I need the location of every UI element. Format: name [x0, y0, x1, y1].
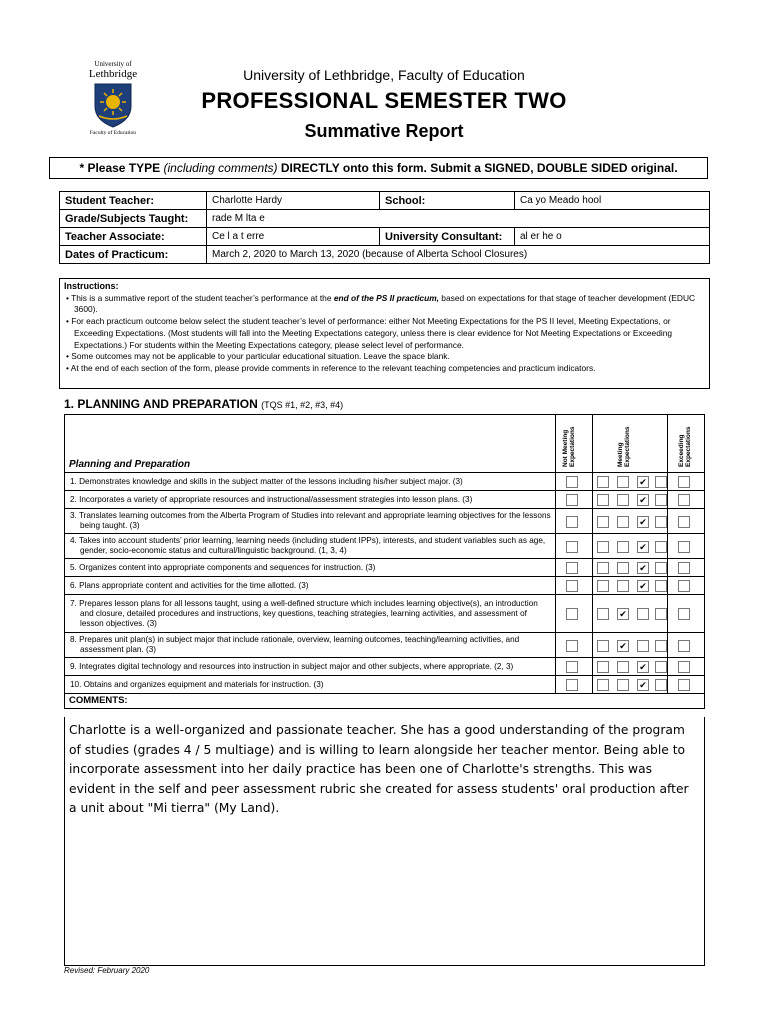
rating-checkbox[interactable] — [597, 661, 609, 673]
rating-checkbox[interactable] — [597, 580, 609, 592]
outcome-text: 6. Plans appropriate content and activities for the time allotted. (3) — [65, 577, 556, 595]
rating-checkbox-checked[interactable]: ✔ — [637, 580, 649, 592]
table-header-label: Planning and Preparation — [65, 415, 556, 473]
instruction-1c: based on expectations for that stage of teacher development (EDUC 3600). — [74, 292, 696, 315]
logo-faculty-text: Faculty of Education — [89, 130, 137, 136]
rating-checkbox[interactable] — [566, 640, 578, 652]
rating-checkbox[interactable] — [678, 661, 690, 673]
rating-checkbox[interactable] — [655, 640, 667, 652]
outcome-row — [65, 595, 705, 633]
rating-checkbox[interactable] — [566, 516, 578, 528]
notice-part3: DIRECTLY onto this form. Submit a SIGNED, DOUBLE SIDED original. — [277, 161, 678, 175]
student-teacher-label: Student Teacher: — [60, 192, 207, 210]
exceeding-cell — [668, 577, 705, 595]
outcome-row — [65, 491, 705, 509]
rating-checkbox-checked[interactable]: ✔ — [637, 679, 649, 691]
instructions-title: Instructions: — [64, 281, 119, 291]
rating-checkbox[interactable] — [597, 640, 609, 652]
rating-checkbox[interactable] — [566, 562, 578, 574]
rating-checkbox[interactable] — [617, 580, 629, 592]
notice-part1: * Please TYPE — [79, 161, 164, 175]
rating-checkbox[interactable] — [597, 494, 609, 506]
rating-checkbox-checked[interactable]: ✔ — [617, 608, 629, 620]
exceeding-cell — [668, 595, 705, 633]
rating-checkbox-checked[interactable]: ✔ — [637, 476, 649, 488]
planning-table — [64, 414, 705, 709]
rating-checkbox[interactable] — [597, 541, 609, 553]
rating-checkbox-checked[interactable]: ✔ — [637, 541, 649, 553]
rating-checkbox[interactable] — [655, 494, 667, 506]
rating-checkbox[interactable] — [678, 562, 690, 574]
meeting-cell — [593, 509, 668, 534]
outcome-text: 4. Takes into account students’ prior learning, learning needs (including student IPPs), interests, and student variables such as age, gender, socio-economic status and cultural/linguistic background. (1, 3, 4) — [65, 534, 556, 559]
rating-checkbox[interactable] — [637, 608, 649, 620]
rating-checkbox-checked[interactable]: ✔ — [637, 494, 649, 506]
meeting-cell — [593, 595, 668, 633]
rating-checkbox[interactable] — [678, 541, 690, 553]
col-not-meeting-2: Expectations — [569, 426, 576, 467]
not-meeting-cell — [556, 509, 593, 534]
exceeding-cell — [668, 676, 705, 694]
outcome-text: 10. Obtains and organizes equipment and materials for instruction. (3) — [65, 676, 556, 694]
col-meeting-1: Meeting — [617, 442, 624, 467]
rating-checkbox[interactable] — [678, 580, 690, 592]
rating-checkbox[interactable] — [597, 516, 609, 528]
rating-checkbox[interactable] — [617, 494, 629, 506]
not-meeting-cell — [556, 473, 593, 491]
rating-checkbox-checked[interactable]: ✔ — [637, 516, 649, 528]
student-info-table — [59, 191, 710, 264]
school-label: School: — [380, 192, 515, 210]
section-tqs: (TQS #1, #2, #3, #4) — [261, 400, 344, 410]
outcome-row — [65, 658, 705, 676]
meeting-cell — [593, 658, 668, 676]
instruction-bullet-4: • At the end of each section of the form, please provide comments in reference to the relevant teaching competencies and practicum indicators. — [66, 362, 596, 373]
instruction-bullet-2: • For each practicum outcome below select the student teacher’s level of performance: either Not Meeting Expectations for the PS II level, Meeting Expectations, or Exceeding Expectations. (Most students will fall into the Meeting Expectations category, unless there is clear evidence for Not Meeting Expectations or Exceeding Expectations.) For students within the Meeting Expectations category, please select level of performance. — [66, 316, 673, 350]
rating-checkbox[interactable] — [617, 516, 629, 528]
rating-checkbox[interactable] — [655, 580, 667, 592]
outcome-row — [65, 577, 705, 595]
outcome-text: 5. Organizes content into appropriate components and sequences for instruction. (3) — [65, 559, 556, 577]
rating-checkbox-checked[interactable]: ✔ — [637, 562, 649, 574]
meeting-cell — [593, 577, 668, 595]
outcome-row — [65, 473, 705, 491]
rating-checkbox[interactable] — [678, 640, 690, 652]
rating-checkbox[interactable] — [637, 640, 649, 652]
logo-name-text: Lethbridge — [88, 68, 138, 80]
rating-checkbox[interactable] — [566, 580, 578, 592]
rating-checkbox[interactable] — [566, 679, 578, 691]
comments-label: COMMENTS: — [65, 694, 705, 709]
not-meeting-cell — [556, 559, 593, 577]
rating-checkbox[interactable] — [617, 541, 629, 553]
col-exceeding-1: Exceeding — [678, 434, 685, 467]
instruction-bullet-1: • This is a summative report of the student teacher’s performance at the end of the PS II practicum, based on expectations for that stage of teacher development (EDUC 3600). — [66, 292, 696, 315]
outcome-row — [65, 559, 705, 577]
col-meeting-header — [593, 415, 668, 473]
instruction-4: At the end of each section of the form, please provide comments in reference to the relevant teaching competencies and practicum indicators. — [70, 362, 596, 373]
rating-checkbox[interactable] — [655, 476, 667, 488]
rating-checkbox[interactable] — [617, 661, 629, 673]
col-exceeding-header — [668, 415, 705, 473]
student-teacher-field[interactable]: Charlotte Hardy — [207, 192, 380, 210]
rating-checkbox-checked[interactable]: ✔ — [637, 661, 649, 673]
rating-checkbox[interactable] — [655, 608, 667, 620]
notice-part2: (including comments) — [163, 161, 278, 175]
exceeding-cell — [668, 559, 705, 577]
section-title — [64, 397, 343, 411]
instruction-1b: end of the PS II practicum, — [333, 292, 439, 303]
rating-checkbox[interactable] — [566, 661, 578, 673]
rating-checkbox[interactable] — [597, 608, 609, 620]
rating-checkbox[interactable] — [617, 476, 629, 488]
exceeding-cell — [668, 633, 705, 658]
dates-label: Dates of Practicum: — [60, 246, 207, 264]
col-meeting-2: Expectations — [624, 426, 631, 467]
revised-date — [64, 966, 149, 975]
instruction-2: For each practicum outcome below select the student teacher’s level of performance: either Not Meeting Expectations for the PS II level, Meeting Expectations, or Exceeding Expectations. (Most students will fall into the Meeting Expectations category, unless there is clear evidence for Not Meeting Expectations or Exceeding Expectations.) For students within the Meeting Expectations category, please select level of performance. — [71, 316, 673, 350]
not-meeting-cell — [556, 577, 593, 595]
comments-field[interactable]: Charlotte is a well-organized and passionate teacher. She has a good understanding of the program of studies (grades 4 / 5 multiage) and is willing to learn alongside her teacher mentor. Being able to incorporate assessment into her daily practice has been one of Charlotte's strengths. This was evident in the self and peer assessment rubric she created for assess students' oral production after a unit about "Mi tierra" (My Land). — [64, 717, 705, 966]
rating-checkbox[interactable] — [678, 476, 690, 488]
page-title: PROFESSIONAL SEMESTER TWO — [201, 88, 567, 113]
rating-checkbox[interactable] — [566, 541, 578, 553]
outcome-text: 9. Integrates digital technology and resources into instruction in subject major and other subjects, where appropriate. (2, 3) — [65, 658, 556, 676]
rating-checkbox[interactable] — [597, 679, 609, 691]
exceeding-cell — [668, 509, 705, 534]
meeting-cell — [593, 559, 668, 577]
submission-notice — [49, 157, 708, 179]
grade-field[interactable]: rade M lta e — [207, 210, 710, 228]
dates-field[interactable]: March 2, 2020 to March 13, 2020 (because of Alberta School Closures) — [207, 246, 710, 264]
outcome-row — [65, 633, 705, 658]
page-subtitle: Summative Report — [304, 121, 464, 141]
rating-checkbox[interactable] — [678, 516, 690, 528]
not-meeting-cell — [556, 658, 593, 676]
rating-checkbox[interactable] — [678, 494, 690, 506]
outcome-row — [65, 676, 705, 694]
rating-checkbox[interactable] — [566, 608, 578, 620]
instruction-bullet-3: • Some outcomes may not be applicable to your particular educational situation. Leave the space blank. — [66, 351, 450, 362]
col-not-meeting-header — [556, 415, 593, 473]
outcome-row — [65, 509, 705, 534]
instruction-3: Some outcomes may not be applicable to your particular educational situation. Leave the space blank. — [71, 351, 450, 362]
instruction-1a: This is a summative report of the student teacher’s performance at the — [71, 292, 334, 303]
revised-text: Revised: February 2020 — [64, 966, 150, 975]
rating-checkbox[interactable] — [678, 608, 690, 620]
rating-checkbox[interactable] — [655, 679, 667, 691]
rating-checkbox[interactable] — [655, 516, 667, 528]
teacher-associate-field[interactable]: Ce l a t erre — [207, 228, 380, 246]
exceeding-cell — [668, 473, 705, 491]
outcome-text: 1. Demonstrates knowledge and skills in the subject matter of the lessons including his/her subject major. (3) — [65, 473, 556, 491]
outcome-text: 8. Prepares unit plan(s) in subject major that include rationale, overview, learning outcomes, teaching/learning activities, and assessment plan. (3) — [65, 633, 556, 658]
rating-checkbox[interactable] — [678, 679, 690, 691]
exceeding-cell — [668, 658, 705, 676]
logo-university-text: University of — [94, 60, 132, 68]
meeting-cell — [593, 676, 668, 694]
not-meeting-cell — [556, 633, 593, 658]
outcome-text: 3. Translates learning outcomes from the Alberta Program of Studies into relevant and appropriate learning objectives for the lessons being taught. (3) — [65, 509, 556, 534]
rating-checkbox[interactable] — [655, 541, 667, 553]
meeting-cell — [593, 491, 668, 509]
rating-checkbox[interactable] — [597, 562, 609, 574]
section-title-text: 1. PLANNING AND PREPARATION — [64, 397, 258, 411]
meeting-cell — [593, 633, 668, 658]
rating-checkbox[interactable] — [655, 562, 667, 574]
meeting-cell — [593, 534, 668, 559]
university-consultant-label: University Consultant: — [380, 228, 515, 246]
instructions-box — [59, 278, 710, 389]
rating-checkbox[interactable] — [617, 562, 629, 574]
rating-checkbox[interactable] — [617, 679, 629, 691]
rating-checkbox[interactable] — [566, 476, 578, 488]
not-meeting-cell — [556, 534, 593, 559]
col-not-meeting-1: Not Meeting — [562, 429, 569, 467]
rating-checkbox[interactable] — [655, 661, 667, 673]
outcome-text: 2. Incorporates a variety of appropriate resources and instructional/assessment strategies into lesson plans. (3) — [65, 491, 556, 509]
not-meeting-cell — [556, 595, 593, 633]
meeting-cell — [593, 473, 668, 491]
not-meeting-cell — [556, 491, 593, 509]
col-exceeding-2: Expectations — [685, 426, 692, 467]
school-field[interactable]: Ca yo Meado hool — [515, 192, 710, 210]
header-university: University of Lethbridge, Faculty of Education — [243, 67, 525, 83]
rating-checkbox[interactable] — [566, 494, 578, 506]
not-meeting-cell — [556, 676, 593, 694]
grade-label: Grade/Subjects Taught: — [60, 210, 207, 228]
outcome-text: 7. Prepares lesson plans for all lessons taught, using a well-defined structure which includes learning objective(s), an introduction and closure, detailed procedures and instructions, key questions, teaching strategies, learning activities, and assessment of lesson objectives. (3) — [65, 595, 556, 633]
rating-checkbox-checked[interactable]: ✔ — [617, 640, 629, 652]
outcome-row — [65, 534, 705, 559]
exceeding-cell — [668, 491, 705, 509]
exceeding-cell — [668, 534, 705, 559]
university-consultant-field[interactable]: al er he o — [515, 228, 710, 246]
rating-checkbox[interactable] — [597, 476, 609, 488]
teacher-associate-label: Teacher Associate: — [60, 228, 207, 246]
